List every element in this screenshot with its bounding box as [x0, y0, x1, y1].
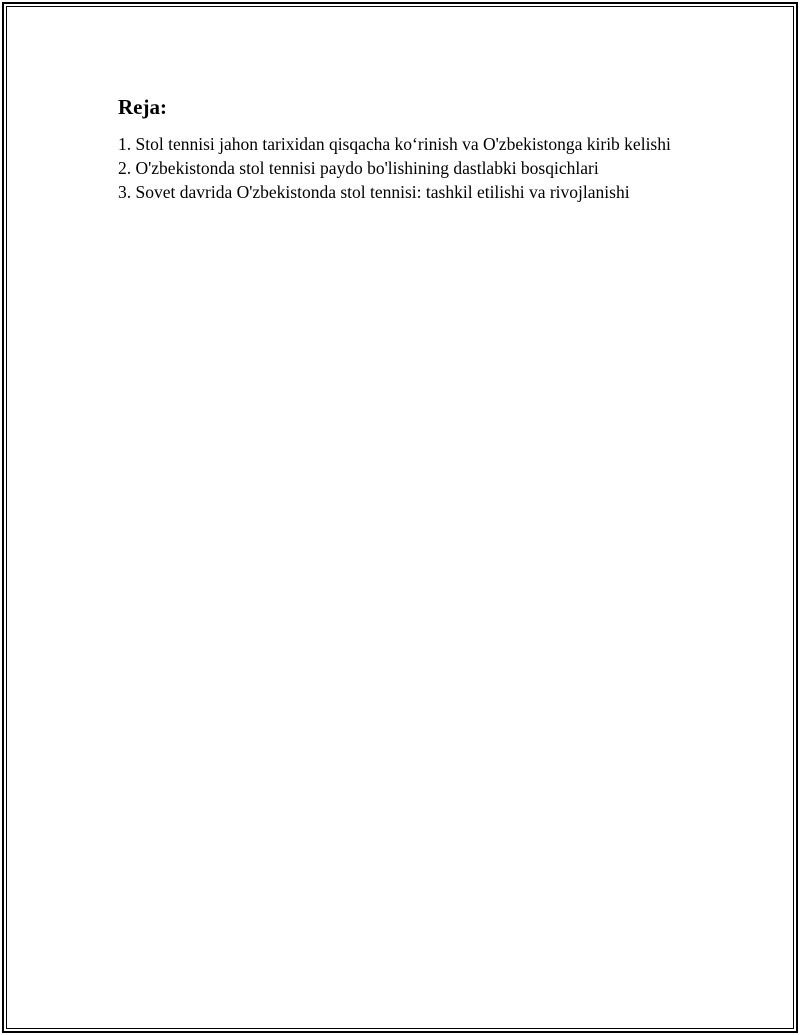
plan-heading: Reja: — [118, 95, 167, 119]
plan-item-2: 2. O'zbekistonda stol tennisi paydo bo'lishining dastlabki bosqichlari — [118, 158, 599, 178]
document-body — [118, 94, 678, 204]
plan-item-1: 1. Stol tennisi jahon tarixidan qisqacha ko‘rinish va O'zbekistonga kirib kelishi — [118, 134, 671, 154]
plan-list — [118, 132, 678, 204]
plan-item-3: 3. Sovet davrida O'zbekistonda stol tennisi: tashkil etilishi va rivojlanishi — [118, 182, 630, 202]
